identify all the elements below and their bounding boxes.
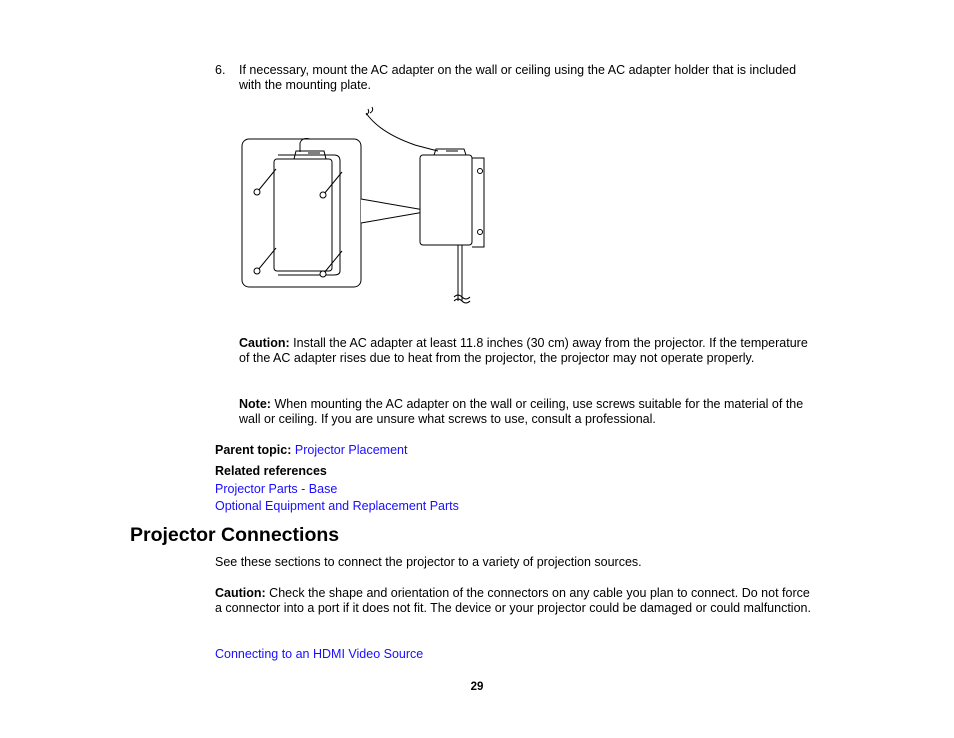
caution-text: Check the shape and orientation of the connectors on any cable you plan to connect. Do not force a connector into a port if it does not fit. The device or your projector could be damaged or could malfunction. bbox=[215, 586, 811, 615]
caution-label: Caution: bbox=[215, 586, 266, 600]
link-optional-equipment[interactable]: Optional Equipment and Replacement Parts bbox=[215, 499, 459, 513]
section-title: Projector Connections bbox=[130, 524, 340, 546]
parent-topic-link[interactable]: Projector Placement bbox=[294, 443, 408, 457]
link-hdmi-video-source[interactable]: Connecting to an HDMI Video Source bbox=[215, 647, 424, 661]
main-cable-top bbox=[366, 113, 438, 151]
note-text: When mounting the AC adapter on the wall or ceiling, use screws suitable for the material of the wall or ceiling. If you are unsure what screws to use, consult a professional. bbox=[239, 397, 804, 426]
caution-connectors bbox=[215, 586, 815, 616]
related-references-heading: Related references bbox=[215, 464, 327, 478]
caution-text: Install the AC adapter at least 11.8 inches (30 cm) away from the projector. If the temperature of the AC adapter rises due to heat from the projector, the projector may not operate properly. bbox=[239, 336, 808, 365]
ac-adapter-mounting-illustration bbox=[240, 103, 500, 305]
step-text: If necessary, mount the AC adapter on the wall or ceiling using the AC adapter holder that is included with the mounting plate. bbox=[239, 63, 797, 92]
main-adapter-body bbox=[420, 155, 472, 245]
note-screws bbox=[239, 397, 814, 427]
note-label: Note: bbox=[239, 397, 271, 411]
step-number: 6. bbox=[215, 63, 226, 77]
parent-topic-label: Parent topic: bbox=[215, 443, 292, 457]
caution-label: Caution: bbox=[239, 336, 290, 350]
parent-topic bbox=[215, 443, 407, 457]
page-number: 29 bbox=[470, 681, 484, 693]
link-projector-parts-base[interactable]: Projector Parts - Base bbox=[215, 482, 338, 496]
inset-adapter-body bbox=[274, 159, 332, 271]
caution-ac-adapter bbox=[239, 336, 814, 366]
section-intro: See these sections to connect the projector to a variety of projection sources. bbox=[215, 555, 642, 569]
